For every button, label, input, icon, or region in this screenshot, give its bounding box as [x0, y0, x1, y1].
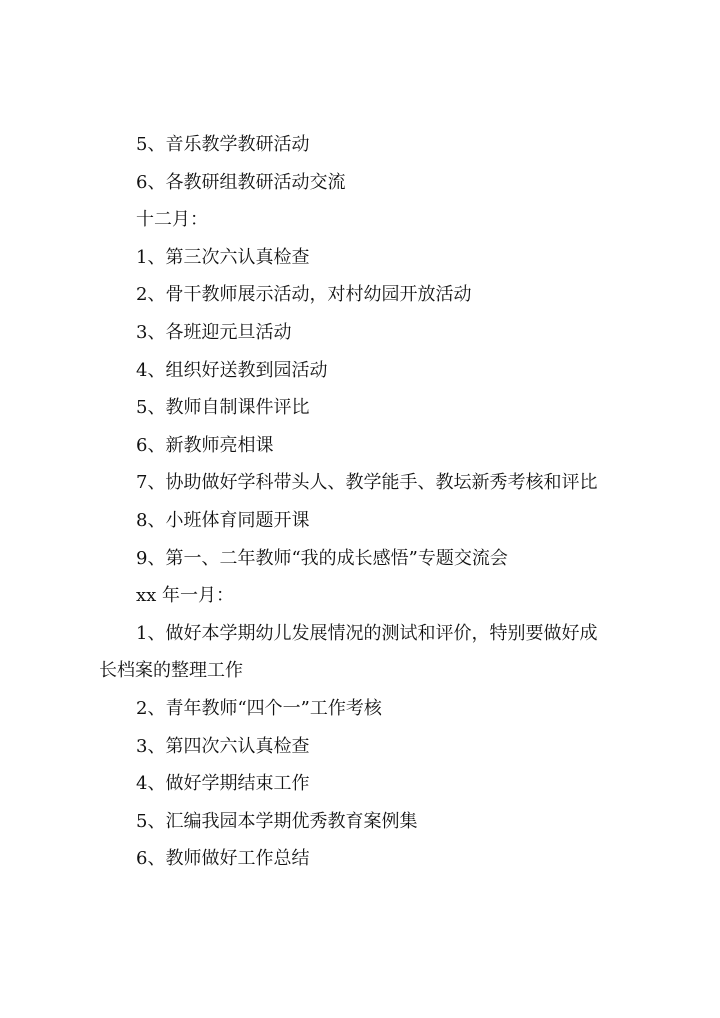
text-line: 4、做好学期结束工作: [136, 773, 310, 795]
text-line: 5、音乐教学教研活动: [136, 134, 310, 155]
text-line: 7、协助做好学科带头人、教学能手、教坛新秀考核和评比: [136, 472, 598, 494]
text-line: 2、骨干教师展示活动，对村幼园开放活动: [136, 284, 472, 306]
section-heading: 十二月：: [136, 209, 208, 231]
text-line: 1、第三次六认真检查: [136, 246, 310, 268]
text-line: 5、汇编我园本学期优秀教育案例集: [136, 810, 418, 832]
text-line: 2、青年教师“四个一”工作考核: [136, 697, 382, 719]
text-line-continuation: 长档案的整理工作: [99, 660, 243, 682]
text-line: 4、组织好送教到园活动: [136, 359, 328, 381]
text-line: 8、小班体育同题开课: [136, 509, 310, 531]
text-line: 6、新教师亮相课: [136, 434, 274, 456]
text-line: 3、各班迎元旦活动: [136, 321, 292, 343]
text-line: 6、各教研组教研活动交流: [136, 171, 346, 193]
text-line: 5、教师自制课件评比: [136, 397, 310, 419]
section-heading: xx 年一月：: [136, 585, 235, 607]
text-line: 9、第一、二年教师“我的成长感悟”专题交流会: [136, 547, 508, 569]
document-body: [99, 126, 639, 878]
text-line: 1、做好本学期幼儿发展情况的测试和评价，特别要做好成: [136, 622, 598, 644]
text-line: 3、第四次六认真检查: [136, 735, 310, 757]
text-line: 6、教师做好工作总结: [136, 848, 310, 870]
